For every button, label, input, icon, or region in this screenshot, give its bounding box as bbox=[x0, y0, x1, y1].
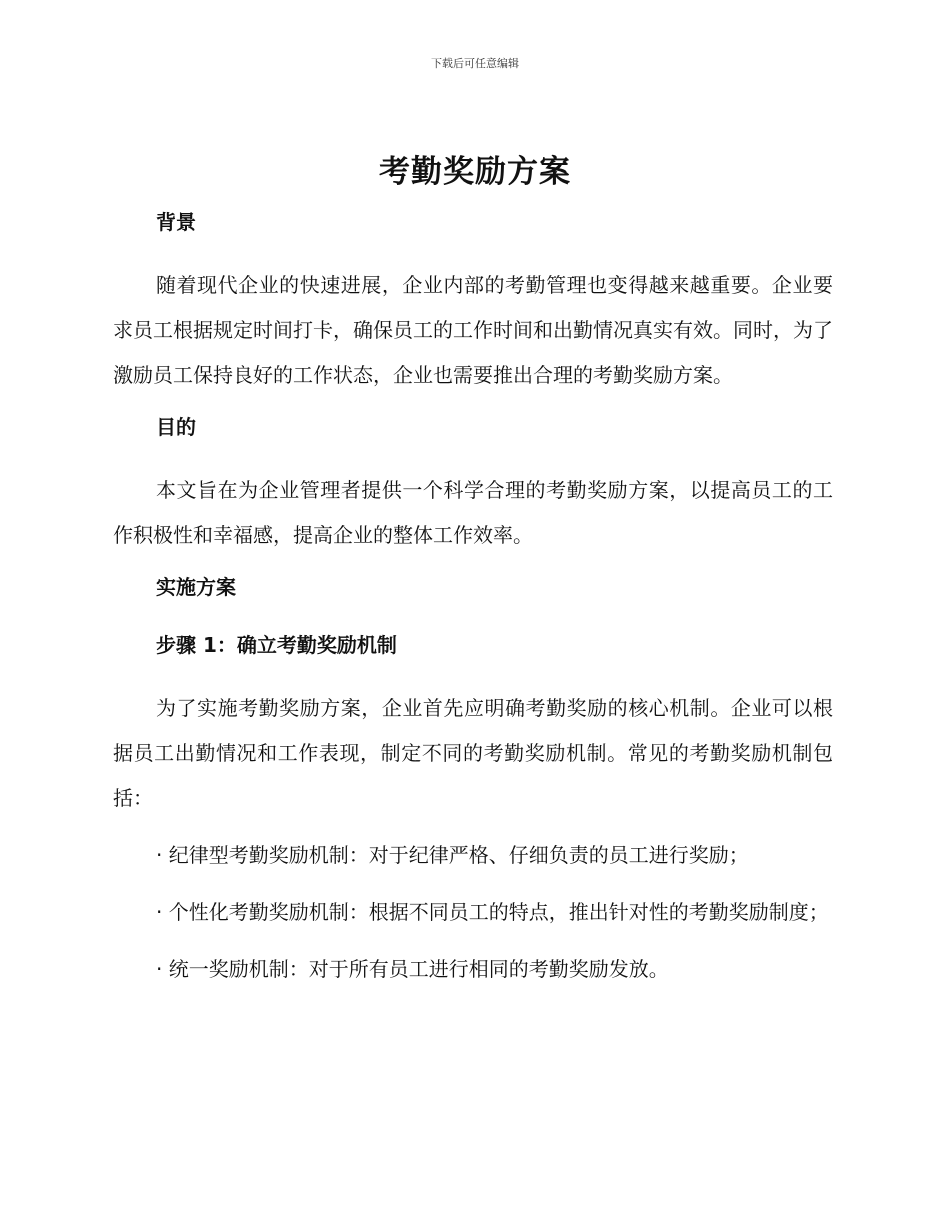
section-heading-purpose: 目的 bbox=[156, 415, 196, 439]
section-heading-background: 背景 bbox=[156, 210, 196, 234]
purpose-paragraph: 本文旨在为企业管理者提供一个科学合理的考勤奖励方案，以提高员工的工作积极性和幸福感，提高企业的整体工作效率。 bbox=[113, 478, 833, 547]
page-header-note: 下载后可任意编辑 bbox=[431, 57, 519, 70]
step1-paragraph: 为了实施考勤奖励方案，企业首先应明确考勤奖励的核心机制。企业可以根据员工出勤情况和工作表现，制定不同的考勤奖励机制。常见的考勤奖励机制包括： bbox=[113, 696, 833, 810]
step1-heading: 步骤 1：确立考勤奖励机制 bbox=[156, 633, 397, 657]
bullet-item: · 纪律型考勤奖励机制：对于纪律严格、仔细负责的员工进行奖励； bbox=[156, 843, 749, 867]
section-heading-plan: 实施方案 bbox=[156, 575, 236, 599]
document-body bbox=[113, 205, 833, 1004]
bullet-item: · 个性化考勤奖励机制：根据不同员工的特点，推出针对性的考勤奖励制度； bbox=[156, 900, 829, 924]
document-title: 考勤奖励方案 bbox=[379, 154, 571, 190]
background-paragraph: 随着现代企业的快速进展，企业内部的考勤管理也变得越来越重要。企业要求员工根据规定时间打卡，确保员工的工作时间和出勤情况真实有效。同时，为了激励员工保持良好的工作状态，企业也需要推出合理的考勤奖励方案。 bbox=[113, 273, 833, 387]
bullet-item: · 统一奖励机制：对于所有员工进行相同的考勤奖励发放。 bbox=[156, 957, 669, 981]
